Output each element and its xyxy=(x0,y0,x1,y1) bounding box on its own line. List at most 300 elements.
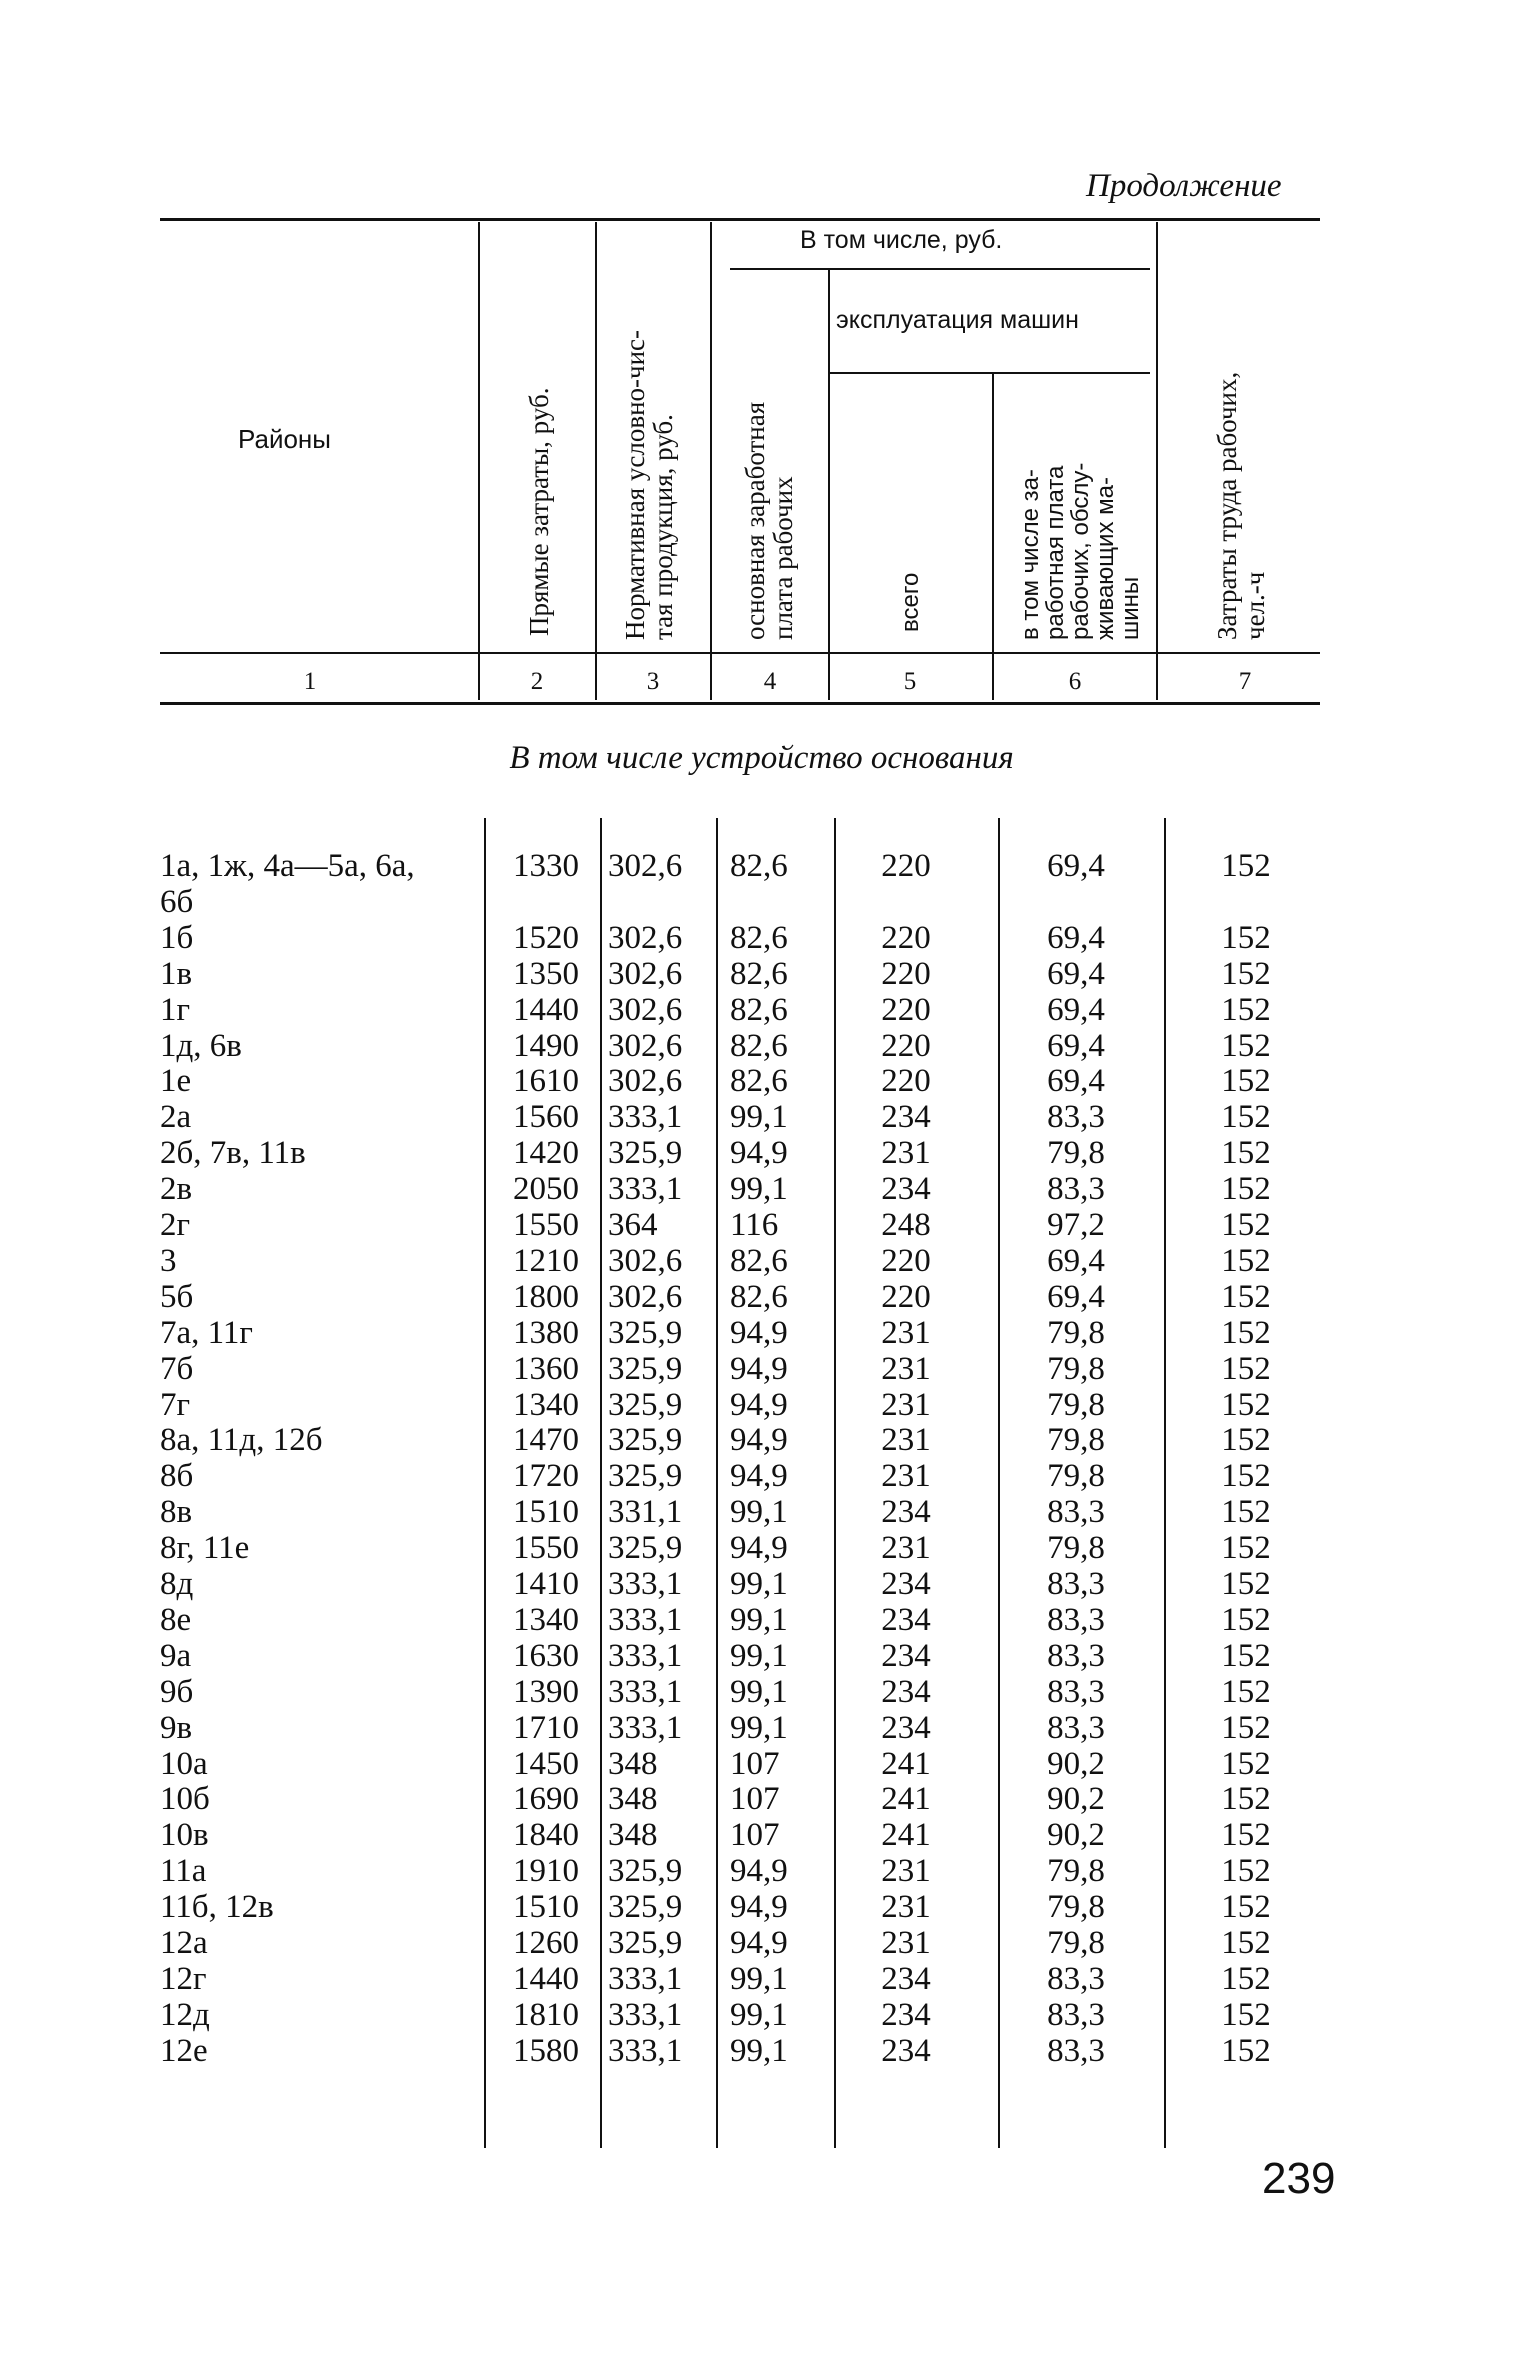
normative-cell: 348 xyxy=(608,1781,658,1818)
table-row xyxy=(0,1063,1523,1099)
column-number: 2 xyxy=(530,668,544,695)
wages-cell: 82,6 xyxy=(730,991,788,1028)
header-divider-1 xyxy=(478,222,480,700)
direct-costs-cell: 1440 xyxy=(513,1960,579,1997)
district-cell: 11а xyxy=(160,1853,207,1890)
wages-cell: 99,1 xyxy=(730,2032,788,2069)
table-row xyxy=(0,1961,1523,1997)
labor-cell: 152 xyxy=(1221,1242,1271,1279)
wages-cell: 99,1 xyxy=(730,1960,788,1997)
page-number: 239 xyxy=(1262,2154,1336,2203)
header-wages-line2: плата рабочих xyxy=(768,476,798,640)
normative-cell: 302,6 xyxy=(608,1278,683,1315)
table-row xyxy=(0,1099,1523,1135)
wages-cell: 99,1 xyxy=(730,1996,788,2033)
wages-cell: 94,9 xyxy=(730,1422,788,1459)
machine-wages-cell: 69,4 xyxy=(1047,848,1105,884)
machines-total-cell: 241 xyxy=(881,1745,931,1782)
machine-wages-cell: 83,3 xyxy=(1047,1637,1105,1674)
district-cell: 3 xyxy=(160,1242,177,1279)
district-cell: 12а xyxy=(160,1925,208,1961)
district-cell: 9в xyxy=(160,1709,193,1746)
table-row xyxy=(0,1422,1523,1458)
normative-cell: 325,9 xyxy=(608,1350,683,1387)
machines-total-cell: 231 xyxy=(881,1853,931,1890)
column-number: 5 xyxy=(903,668,917,695)
district-cell: 2а xyxy=(160,1099,192,1136)
machine-wages-cell: 79,8 xyxy=(1047,1135,1105,1172)
machines-total-cell: 220 xyxy=(881,955,931,992)
district-cell: 5б xyxy=(160,1278,194,1315)
machines-total-cell: 234 xyxy=(881,1494,931,1531)
direct-costs-cell: 1380 xyxy=(513,1314,579,1351)
table-row xyxy=(0,1566,1523,1602)
normative-cell: 333,1 xyxy=(608,1637,683,1674)
direct-costs-cell: 1550 xyxy=(513,1530,579,1567)
district-cell: 12е xyxy=(160,2032,208,2069)
machines-total-cell: 234 xyxy=(881,1960,931,1997)
normative-cell: 325,9 xyxy=(608,1889,683,1926)
machine-wages-cell: 83,3 xyxy=(1047,1099,1105,1136)
header-normative-line1: Нормативная условно-чис- xyxy=(620,329,650,640)
normative-cell: 302,6 xyxy=(608,1063,683,1100)
normative-cell: 325,9 xyxy=(608,1853,683,1890)
machine-wages-cell: 83,3 xyxy=(1047,1709,1105,1746)
labor-cell: 152 xyxy=(1221,1853,1271,1890)
labor-cell: 152 xyxy=(1221,1422,1271,1459)
wages-cell: 82,6 xyxy=(730,955,788,992)
machines-total-cell: 231 xyxy=(881,1350,931,1387)
column-number: 3 xyxy=(646,668,660,695)
district-cell: 9б xyxy=(160,1673,194,1710)
machine-wages-cell: 97,2 xyxy=(1047,1207,1105,1243)
direct-costs-cell: 1630 xyxy=(513,1637,579,1674)
normative-cell: 333,1 xyxy=(608,1099,683,1136)
district-cell: 1д, 6в xyxy=(160,1027,242,1064)
district-cell: 1а, 1ж, 4а—5а, 6а, xyxy=(160,848,415,884)
wages-cell: 94,9 xyxy=(730,1135,788,1172)
district-cell: 7г xyxy=(160,1386,191,1423)
machines-total-cell: 234 xyxy=(881,1171,931,1208)
machine-wages-cell: 79,8 xyxy=(1047,1530,1105,1567)
labor-cell: 152 xyxy=(1221,919,1271,956)
machine-wages-cell: 69,4 xyxy=(1047,1242,1105,1279)
normative-cell: 333,1 xyxy=(608,1171,683,1208)
machine-wages-cell: 83,3 xyxy=(1047,1673,1105,1710)
wages-cell: 94,9 xyxy=(730,1350,788,1387)
machine-wages-cell: 79,8 xyxy=(1047,1853,1105,1890)
labor-cell: 152 xyxy=(1221,1925,1271,1961)
normative-cell: 325,9 xyxy=(608,1422,683,1459)
machine-wages-cell: 90,2 xyxy=(1047,1817,1105,1854)
wages-cell: 82,6 xyxy=(730,1242,788,1279)
continuation-label: Продолжение xyxy=(1086,168,1282,204)
machines-total-cell: 231 xyxy=(881,1386,931,1423)
labor-cell: 152 xyxy=(1221,1135,1271,1172)
header-normative-line2: тая продукция, руб. xyxy=(648,414,678,640)
table-row xyxy=(0,992,1523,1028)
machine-wages-cell: 83,3 xyxy=(1047,1494,1105,1531)
column-number: 1 xyxy=(303,668,317,695)
normative-cell: 302,6 xyxy=(608,1027,683,1064)
district-cell: 2г xyxy=(160,1207,191,1243)
direct-costs-cell: 1420 xyxy=(513,1135,579,1172)
district-cell: 12д xyxy=(160,1996,210,2033)
machine-wages-cell: 69,4 xyxy=(1047,991,1105,1028)
machine-wages-cell: 69,4 xyxy=(1047,955,1105,992)
district-cell: 1е xyxy=(160,1063,192,1100)
table-row xyxy=(0,956,1523,992)
table-row xyxy=(0,884,1523,920)
wages-cell: 99,1 xyxy=(730,1099,788,1136)
group-rule xyxy=(730,268,1150,270)
table-row xyxy=(0,848,1523,884)
direct-costs-cell: 1690 xyxy=(513,1781,579,1818)
normative-cell: 333,1 xyxy=(608,1566,683,1602)
machine-wages-cell: 83,3 xyxy=(1047,2032,1105,2069)
normative-cell: 331,1 xyxy=(608,1494,683,1531)
wages-cell: 94,9 xyxy=(730,1853,788,1890)
table-row xyxy=(0,1171,1523,1207)
normative-cell: 333,1 xyxy=(608,1996,683,2033)
labor-cell: 152 xyxy=(1221,1278,1271,1315)
machines-total-cell: 220 xyxy=(881,919,931,956)
labor-cell: 152 xyxy=(1221,1350,1271,1387)
wages-cell: 107 xyxy=(730,1745,780,1782)
table-row xyxy=(0,1746,1523,1782)
district-cell: 1б xyxy=(160,919,194,956)
table-row xyxy=(0,1028,1523,1064)
wages-cell: 94,9 xyxy=(730,1889,788,1926)
normative-cell: 325,9 xyxy=(608,1925,683,1961)
district-cell: 6б xyxy=(160,883,194,920)
normative-cell: 325,9 xyxy=(608,1386,683,1423)
machines-total-cell: 220 xyxy=(881,991,931,1028)
direct-costs-cell: 1910 xyxy=(513,1853,579,1890)
normative-cell: 333,1 xyxy=(608,1709,683,1746)
machines-total-cell: 241 xyxy=(881,1781,931,1818)
district-cell: 7а, 11г xyxy=(160,1314,253,1351)
labor-cell: 152 xyxy=(1221,1709,1271,1746)
header-divider-5 xyxy=(992,374,994,700)
direct-costs-cell: 1610 xyxy=(513,1063,579,1100)
table-row xyxy=(0,1315,1523,1351)
wages-cell: 94,9 xyxy=(730,1925,788,1961)
table-row xyxy=(0,1925,1523,1961)
machine-wages-cell: 90,2 xyxy=(1047,1745,1105,1782)
district-cell: 8в xyxy=(160,1494,193,1531)
machines-total-cell: 248 xyxy=(881,1207,931,1243)
machines-total-cell: 234 xyxy=(881,1673,931,1710)
direct-costs-cell: 1410 xyxy=(513,1566,579,1602)
normative-cell: 348 xyxy=(608,1745,658,1782)
machine-wages-cell: 83,3 xyxy=(1047,1566,1105,1602)
machine-wages-cell: 79,8 xyxy=(1047,1889,1105,1926)
header-divider-6 xyxy=(1156,222,1158,700)
table-row xyxy=(0,1781,1523,1817)
header-top-rule xyxy=(160,218,1320,221)
labor-cell: 152 xyxy=(1221,1099,1271,1136)
machines-total-cell: 234 xyxy=(881,1637,931,1674)
header-wages-line1: основная заработная xyxy=(740,401,770,640)
table-row xyxy=(0,1458,1523,1494)
table-row xyxy=(0,1387,1523,1423)
labor-cell: 152 xyxy=(1221,1027,1271,1064)
machines-total-cell: 241 xyxy=(881,1817,931,1854)
header-machines-total: всего xyxy=(897,572,924,632)
wages-cell: 82,6 xyxy=(730,1027,788,1064)
labor-cell: 152 xyxy=(1221,1637,1271,1674)
direct-costs-cell: 1800 xyxy=(513,1278,579,1315)
labor-cell: 152 xyxy=(1221,1996,1271,2033)
labor-cell: 152 xyxy=(1221,1889,1271,1926)
district-cell: 1г xyxy=(160,991,191,1028)
wages-cell: 94,9 xyxy=(730,1458,788,1495)
direct-costs-cell: 1560 xyxy=(513,1099,579,1136)
normative-cell: 325,9 xyxy=(608,1135,683,1172)
district-cell: 7б xyxy=(160,1350,194,1387)
normative-cell: 333,1 xyxy=(608,1601,683,1638)
machines-total-cell: 234 xyxy=(881,1996,931,2033)
wages-cell: 82,6 xyxy=(730,1063,788,1100)
table-row xyxy=(0,1710,1523,1746)
normative-cell: 325,9 xyxy=(608,1530,683,1567)
machines-total-cell: 220 xyxy=(881,1242,931,1279)
wages-cell: 99,1 xyxy=(730,1709,788,1746)
direct-costs-cell: 1350 xyxy=(513,955,579,992)
normative-cell: 302,6 xyxy=(608,848,683,884)
direct-costs-cell: 1510 xyxy=(513,1494,579,1531)
normative-cell: 333,1 xyxy=(608,2032,683,2069)
labor-cell: 152 xyxy=(1221,1601,1271,1638)
normative-cell: 333,1 xyxy=(608,1960,683,1997)
direct-costs-cell: 1470 xyxy=(513,1422,579,1459)
normative-cell: 325,9 xyxy=(608,1314,683,1351)
direct-costs-cell: 1440 xyxy=(513,991,579,1028)
labor-cell: 152 xyxy=(1221,1960,1271,1997)
wages-cell: 99,1 xyxy=(730,1673,788,1710)
wages-cell: 82,6 xyxy=(730,919,788,956)
machine-wages-cell: 83,3 xyxy=(1047,1996,1105,2033)
column-numbers-rule xyxy=(160,702,1320,705)
machines-total-cell: 231 xyxy=(881,1889,931,1926)
labor-cell: 152 xyxy=(1221,2032,1271,2069)
labor-cell: 152 xyxy=(1221,848,1271,884)
machines-total-cell: 231 xyxy=(881,1314,931,1351)
direct-costs-cell: 1580 xyxy=(513,2032,579,2069)
normative-cell: 333,1 xyxy=(608,1673,683,1710)
labor-cell: 152 xyxy=(1221,1817,1271,1854)
header-machine-wages-line2: работная плата xyxy=(1042,465,1069,640)
direct-costs-cell: 1260 xyxy=(513,1925,579,1961)
direct-costs-cell: 1360 xyxy=(513,1350,579,1387)
table-row xyxy=(0,2033,1523,2069)
machine-wages-cell: 69,4 xyxy=(1047,919,1105,956)
labor-cell: 152 xyxy=(1221,1745,1271,1782)
header-bottom-rule xyxy=(160,652,1320,654)
table-row xyxy=(0,1530,1523,1566)
table-row xyxy=(0,1997,1523,2033)
machines-total-cell: 234 xyxy=(881,1601,931,1638)
machine-wages-cell: 90,2 xyxy=(1047,1781,1105,1818)
column-number: 7 xyxy=(1238,668,1252,695)
labor-cell: 152 xyxy=(1221,1063,1271,1100)
normative-cell: 325,9 xyxy=(608,1458,683,1495)
district-cell: 2в xyxy=(160,1171,193,1208)
district-cell: 8е xyxy=(160,1601,192,1638)
machine-wages-cell: 79,8 xyxy=(1047,1386,1105,1423)
section-title: В том числе устройство основания xyxy=(509,740,1014,776)
labor-cell: 152 xyxy=(1221,1386,1271,1423)
wages-cell: 107 xyxy=(730,1781,780,1818)
wages-cell: 116 xyxy=(730,1207,779,1243)
table-row xyxy=(0,1853,1523,1889)
labor-cell: 152 xyxy=(1221,1530,1271,1567)
normative-cell: 302,6 xyxy=(608,955,683,992)
wages-cell: 94,9 xyxy=(730,1314,788,1351)
direct-costs-cell: 1330 xyxy=(513,848,579,884)
machine-wages-cell: 83,3 xyxy=(1047,1960,1105,1997)
subgroup-rule xyxy=(830,372,1150,374)
machine-wages-cell: 83,3 xyxy=(1047,1171,1105,1208)
machines-total-cell: 220 xyxy=(881,848,931,884)
header-machine-wages-line1: в том числе за- xyxy=(1017,469,1044,640)
district-cell: 11б, 12в xyxy=(160,1889,274,1926)
district-cell: 2б, 7в, 11в xyxy=(160,1135,306,1172)
machines-total-cell: 234 xyxy=(881,1709,931,1746)
header-machine-wages-line5: шины xyxy=(1117,576,1144,640)
direct-costs-cell: 1840 xyxy=(513,1817,579,1854)
table-row xyxy=(0,1494,1523,1530)
normative-cell: 302,6 xyxy=(608,919,683,956)
district-cell: 10в xyxy=(160,1817,209,1854)
direct-costs-cell: 1710 xyxy=(513,1709,579,1746)
labor-cell: 152 xyxy=(1221,1458,1271,1495)
machines-total-cell: 220 xyxy=(881,1063,931,1100)
header-machine-wages-line3: рабочих, обслу- xyxy=(1067,462,1094,640)
table-row xyxy=(0,1135,1523,1171)
machine-wages-cell: 79,8 xyxy=(1047,1422,1105,1459)
table-row xyxy=(0,1889,1523,1925)
table-row xyxy=(0,1243,1523,1279)
direct-costs-cell: 1810 xyxy=(513,1996,579,2033)
wages-cell: 99,1 xyxy=(730,1601,788,1638)
normative-cell: 302,6 xyxy=(608,1242,683,1279)
district-cell: 12г xyxy=(160,1960,207,1997)
table-row xyxy=(0,1817,1523,1853)
normative-cell: 348 xyxy=(608,1817,658,1854)
header-labor-costs-line2: чел.-ч xyxy=(1240,571,1270,640)
wages-cell: 94,9 xyxy=(730,1530,788,1567)
normative-cell: 302,6 xyxy=(608,991,683,1028)
header-divider-2 xyxy=(595,222,597,700)
machines-total-cell: 231 xyxy=(881,1422,931,1459)
machine-wages-cell: 79,8 xyxy=(1047,1314,1105,1351)
district-cell: 8а, 11д, 12б xyxy=(160,1422,323,1459)
machine-wages-cell: 83,3 xyxy=(1047,1601,1105,1638)
wages-cell: 94,9 xyxy=(730,1386,788,1423)
column-number: 6 xyxy=(1068,668,1082,695)
direct-costs-cell: 1390 xyxy=(513,1673,579,1710)
labor-cell: 152 xyxy=(1221,991,1271,1028)
labor-cell: 152 xyxy=(1221,1171,1271,1208)
table-row xyxy=(0,1638,1523,1674)
labor-cell: 152 xyxy=(1221,1494,1271,1531)
machines-total-cell: 231 xyxy=(881,1135,931,1172)
district-cell: 10б xyxy=(160,1781,210,1818)
header-divider-4 xyxy=(828,270,830,700)
table-row xyxy=(0,1207,1523,1243)
machines-total-cell: 234 xyxy=(881,1099,931,1136)
header-divider-3 xyxy=(710,222,712,700)
district-cell: 8д xyxy=(160,1566,194,1602)
machine-wages-cell: 69,4 xyxy=(1047,1063,1105,1100)
header-machine-wages-line4: живающих ма- xyxy=(1092,477,1119,640)
machines-total-cell: 220 xyxy=(881,1278,931,1315)
machine-wages-cell: 79,8 xyxy=(1047,1458,1105,1495)
labor-cell: 152 xyxy=(1221,1673,1271,1710)
wages-cell: 99,1 xyxy=(730,1637,788,1674)
wages-cell: 99,1 xyxy=(730,1494,788,1531)
table-row xyxy=(0,1674,1523,1710)
machines-total-cell: 234 xyxy=(881,1566,931,1602)
wages-cell: 82,6 xyxy=(730,1278,788,1315)
machines-total-cell: 220 xyxy=(881,1027,931,1064)
machine-wages-cell: 79,8 xyxy=(1047,1925,1105,1961)
machines-total-cell: 231 xyxy=(881,1530,931,1567)
direct-costs-cell: 1210 xyxy=(513,1242,579,1279)
machines-total-cell: 234 xyxy=(881,2032,931,2069)
labor-cell: 152 xyxy=(1221,1207,1271,1243)
wages-cell: 82,6 xyxy=(730,848,788,884)
machines-total-cell: 231 xyxy=(881,1925,931,1961)
direct-costs-cell: 1340 xyxy=(513,1386,579,1423)
normative-cell: 364 xyxy=(608,1207,658,1243)
labor-cell: 152 xyxy=(1221,1566,1271,1602)
district-cell: 1в xyxy=(160,955,193,992)
wages-cell: 107 xyxy=(730,1817,780,1854)
direct-costs-cell: 1450 xyxy=(513,1745,579,1782)
direct-costs-cell: 2050 xyxy=(513,1171,579,1208)
table-row xyxy=(0,1279,1523,1315)
header-group-in-rubles: В том числе, руб. xyxy=(800,226,1003,254)
table-row xyxy=(0,1602,1523,1638)
wages-cell: 99,1 xyxy=(730,1566,788,1602)
labor-cell: 152 xyxy=(1221,1314,1271,1351)
header-labor-costs-line1: Затраты труда рабочих, xyxy=(1212,371,1242,640)
table-row xyxy=(0,920,1523,956)
machine-wages-cell: 79,8 xyxy=(1047,1350,1105,1387)
machine-wages-cell: 69,4 xyxy=(1047,1278,1105,1315)
district-cell: 8г, 11е xyxy=(160,1530,250,1567)
header-machine-operation: эксплуатация машин xyxy=(836,306,1079,334)
district-cell: 9а xyxy=(160,1637,192,1674)
direct-costs-cell: 1720 xyxy=(513,1458,579,1495)
direct-costs-cell: 1520 xyxy=(513,919,579,956)
table-row xyxy=(0,1351,1523,1387)
labor-cell: 152 xyxy=(1221,955,1271,992)
district-cell: 10а xyxy=(160,1745,208,1782)
district-cell: 8б xyxy=(160,1458,194,1495)
header-districts: Районы xyxy=(238,424,331,454)
wages-cell: 99,1 xyxy=(730,1171,788,1208)
machine-wages-cell: 69,4 xyxy=(1047,1027,1105,1064)
column-number: 4 xyxy=(763,668,777,695)
labor-cell: 152 xyxy=(1221,1781,1271,1818)
direct-costs-cell: 1510 xyxy=(513,1889,579,1926)
header-direct-costs: Прямые затраты, руб. xyxy=(524,387,554,636)
machines-total-cell: 231 xyxy=(881,1458,931,1495)
